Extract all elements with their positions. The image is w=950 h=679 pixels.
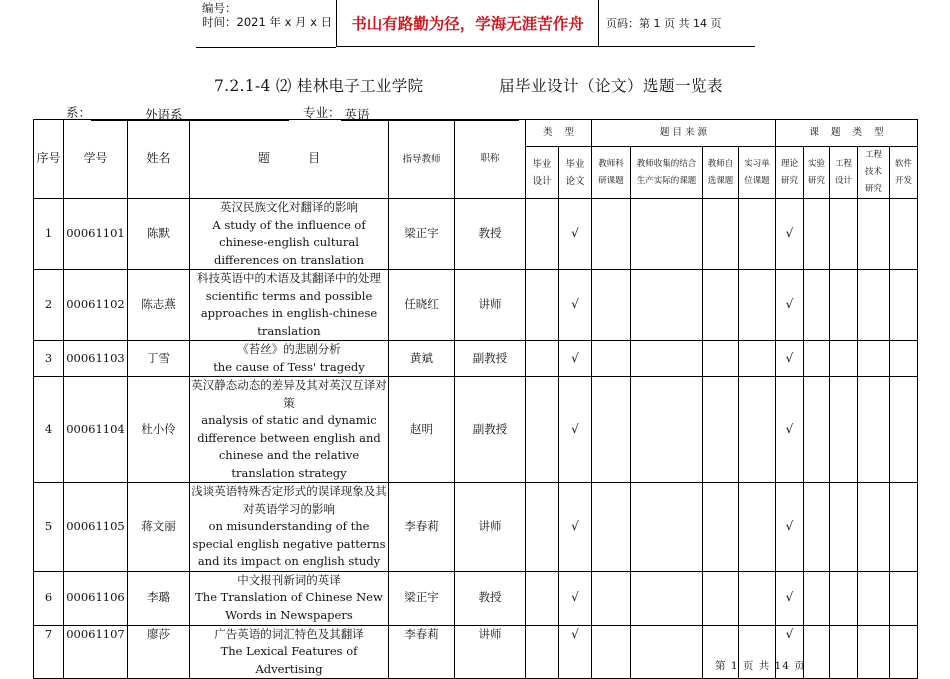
cell-rank: 讲师 <box>455 483 526 572</box>
cell-empty <box>703 377 739 483</box>
cell-empty <box>804 377 830 483</box>
cell-empty <box>890 270 918 341</box>
topic-cn: 《苔丝》的悲剧分析 <box>237 342 341 356</box>
check-mark: √ <box>559 377 592 483</box>
major-label: 专业： <box>303 105 341 120</box>
cell-empty <box>804 199 830 270</box>
document-title: 7.2.1-4 ⑵ 桂林电子工业学院 <box>214 77 424 95</box>
header-category-col: 软件开发 <box>890 147 918 199</box>
cell-name: 李璐 <box>128 571 190 625</box>
check-mark: √ <box>776 199 804 270</box>
check-mark: √ <box>776 270 804 341</box>
header-category-col: 实验研究 <box>804 147 830 199</box>
topic-en: scientific terms and possible approaches in english-chinese translation <box>200 288 378 338</box>
cell-rank: 讲师 <box>455 270 526 341</box>
cell-topic <box>190 625 389 679</box>
cell-rank: 副教授 <box>455 341 526 377</box>
check-mark: √ <box>776 483 804 572</box>
table-row <box>34 199 918 270</box>
cell-empty <box>631 270 703 341</box>
header-category-col: 工程技术研究 <box>858 147 890 199</box>
cell-topic <box>190 571 389 625</box>
cell-name: 廖莎 <box>128 625 190 679</box>
cell-empty <box>526 270 559 341</box>
cell-empty <box>703 270 739 341</box>
cell-empty <box>739 341 776 377</box>
cell-empty <box>703 199 739 270</box>
topic-cn: 中文报刊新词的英译 <box>237 572 341 587</box>
cell-empty <box>592 571 631 625</box>
cell-student-id: 00061101 <box>64 199 128 270</box>
check-mark: √ <box>559 571 592 625</box>
cell-empty <box>631 199 703 270</box>
cell-topic <box>190 377 389 483</box>
cell-empty <box>830 377 858 483</box>
cell-student-id: 00061107 <box>64 625 128 679</box>
header-source-col: 教师科研课题 <box>592 147 631 199</box>
page-footer: 第 1 页 共 14 页 <box>715 660 806 672</box>
topic-en: The Lexical Features of Advertising <box>220 644 358 676</box>
cell-empty <box>592 341 631 377</box>
header-name: 姓名 <box>128 120 190 199</box>
cell-empty <box>830 270 858 341</box>
cell-name: 陈志燕 <box>128 270 190 341</box>
check-mark: √ <box>776 625 804 679</box>
topic-cn: 广告英语的词汇特色及其翻译 <box>214 626 364 641</box>
header-type-col: 毕业论文 <box>559 147 592 199</box>
cell-advisor: 赵明 <box>389 377 455 483</box>
table-row <box>34 377 918 483</box>
check-mark: √ <box>559 341 592 377</box>
cell-seq: 3 <box>34 341 64 377</box>
topic-en: the cause of Tess' tragedy <box>213 359 365 374</box>
cell-empty <box>890 377 918 483</box>
header-meta <box>196 0 336 48</box>
cell-empty <box>804 270 830 341</box>
cell-empty <box>830 571 858 625</box>
cell-empty <box>739 571 776 625</box>
header-student-id: 学号 <box>64 120 128 199</box>
header-topic: 题 目 <box>190 120 389 199</box>
check-mark: √ <box>776 377 804 483</box>
cell-empty <box>739 377 776 483</box>
cell-empty <box>703 483 739 572</box>
topic-en: The Translation of Chinese New Words in Newspapers <box>195 590 383 622</box>
header-rank: 职称 <box>455 120 526 199</box>
cell-student-id: 00061105 <box>64 483 128 572</box>
cell-empty <box>830 483 858 572</box>
cell-empty <box>830 199 858 270</box>
cell-seq: 6 <box>34 571 64 625</box>
cell-empty <box>526 625 559 679</box>
check-mark: √ <box>559 625 592 679</box>
header-source-col: 实习单位课题 <box>739 147 776 199</box>
cell-empty <box>703 571 739 625</box>
cell-student-id: 00061106 <box>64 571 128 625</box>
check-mark: √ <box>559 199 592 270</box>
cell-empty <box>631 625 703 679</box>
dept-value: 外语系 <box>145 107 183 122</box>
page-info: 页码：第 1 页 共 14 页 <box>598 0 755 47</box>
table-row <box>34 341 918 377</box>
cell-empty <box>858 199 890 270</box>
check-mark: √ <box>559 483 592 572</box>
topic-en: on misunderstanding of the special english negative patterns and its impact on english study <box>192 519 386 568</box>
cell-name: 杜小伶 <box>128 377 190 483</box>
cell-rank: 教授 <box>455 571 526 625</box>
topic-en: A study of the influence of chinese-english cultural differences on translation <box>212 217 366 267</box>
cell-topic <box>190 483 389 572</box>
check-mark: √ <box>776 571 804 625</box>
header-source-col: 教师收集的结合生产实际的课题 <box>631 147 703 199</box>
cell-empty <box>526 341 559 377</box>
topic-cn: 英汉静态动态的差异及其对英汉互译对策 <box>191 378 387 410</box>
cell-rank: 讲师 <box>455 625 526 679</box>
cell-student-id: 00061103 <box>64 341 128 377</box>
major-value: 英语 <box>344 107 370 122</box>
header-type-group: 类 型 <box>526 120 592 147</box>
header-type-col: 毕业设计 <box>526 147 559 199</box>
topic-en: analysis of static and dynamic difference between english and chinese and the relative translation strategy <box>197 413 381 480</box>
cell-advisor: 李春莉 <box>389 483 455 572</box>
cell-empty <box>739 270 776 341</box>
header-category-group: 课 题 类 型 <box>776 120 918 147</box>
cell-empty <box>858 625 890 679</box>
cell-empty <box>739 199 776 270</box>
cell-empty <box>631 571 703 625</box>
cell-name: 丁雪 <box>128 341 190 377</box>
table-row <box>34 483 918 572</box>
cell-empty <box>804 483 830 572</box>
cell-topic <box>190 270 389 341</box>
header-advisor: 指导教师 <box>389 120 455 199</box>
cell-empty <box>592 199 631 270</box>
cell-empty <box>858 341 890 377</box>
cell-topic <box>190 341 389 377</box>
cell-empty <box>592 625 631 679</box>
cell-empty <box>804 341 830 377</box>
cell-empty <box>890 483 918 572</box>
cell-rank: 教授 <box>455 199 526 270</box>
check-mark: √ <box>776 341 804 377</box>
cell-empty <box>592 377 631 483</box>
cell-empty <box>526 483 559 572</box>
header-category-col: 理论研究 <box>776 147 804 199</box>
topic-cn: 浅谈英语特殊否定形式的误译现象及其对英语学习的影响 <box>191 484 387 516</box>
cell-advisor: 李春莉 <box>389 625 455 679</box>
topic-table <box>33 119 918 679</box>
cell-advisor: 梁正宇 <box>389 571 455 625</box>
topic-cn: 英汉民族文化对翻译的影响 <box>220 200 358 214</box>
time-label: 时间：2021 年 x 月 x 日 <box>202 15 333 29</box>
cell-empty <box>526 199 559 270</box>
document-title-suffix: 届毕业设计（论文）选题一览表 <box>499 77 724 95</box>
header-seq: 序号 <box>34 120 64 199</box>
cell-empty <box>830 625 858 679</box>
header-row-1 <box>34 120 918 147</box>
cell-student-id: 00061104 <box>64 377 128 483</box>
number-label: 编号： <box>202 1 237 15</box>
cell-seq: 5 <box>34 483 64 572</box>
cell-advisor: 任晓红 <box>389 270 455 341</box>
dept-label: 系： <box>66 105 92 120</box>
cell-name: 蒋文丽 <box>128 483 190 572</box>
cell-empty <box>890 571 918 625</box>
header-source-col: 教师自选课题 <box>703 147 739 199</box>
topic-cn: 科技英语中的术语及其翻译中的处理 <box>197 271 381 285</box>
cell-empty <box>830 341 858 377</box>
cell-advisor: 黄斌 <box>389 341 455 377</box>
cell-topic <box>190 199 389 270</box>
cell-empty <box>703 341 739 377</box>
cell-empty <box>592 483 631 572</box>
cell-empty <box>526 377 559 483</box>
cell-empty <box>804 625 830 679</box>
check-mark: √ <box>559 270 592 341</box>
cell-empty <box>858 483 890 572</box>
cell-empty <box>526 571 559 625</box>
cell-seq: 7 <box>34 625 64 679</box>
cell-empty <box>858 377 890 483</box>
table-row <box>34 571 918 625</box>
cell-name: 陈默 <box>128 199 190 270</box>
cell-seq: 2 <box>34 270 64 341</box>
cell-advisor: 梁正宇 <box>389 199 455 270</box>
header-category-col: 工程设计 <box>830 147 858 199</box>
slogan: 书山有路勤为径，学海无涯苦作舟 <box>336 0 599 47</box>
cell-empty <box>631 341 703 377</box>
cell-empty <box>631 483 703 572</box>
cell-empty <box>858 270 890 341</box>
page-header <box>196 0 755 47</box>
cell-empty <box>631 377 703 483</box>
cell-empty <box>804 571 830 625</box>
cell-empty <box>890 341 918 377</box>
cell-empty <box>890 625 918 679</box>
cell-rank: 副教授 <box>455 377 526 483</box>
table-row <box>34 270 918 341</box>
cell-empty <box>858 571 890 625</box>
cell-empty <box>890 199 918 270</box>
cell-empty <box>592 270 631 341</box>
header-source-group: 题 目 来 源 <box>592 120 776 147</box>
cell-seq: 1 <box>34 199 64 270</box>
cell-seq: 4 <box>34 377 64 483</box>
cell-student-id: 00061102 <box>64 270 128 341</box>
cell-empty <box>739 483 776 572</box>
